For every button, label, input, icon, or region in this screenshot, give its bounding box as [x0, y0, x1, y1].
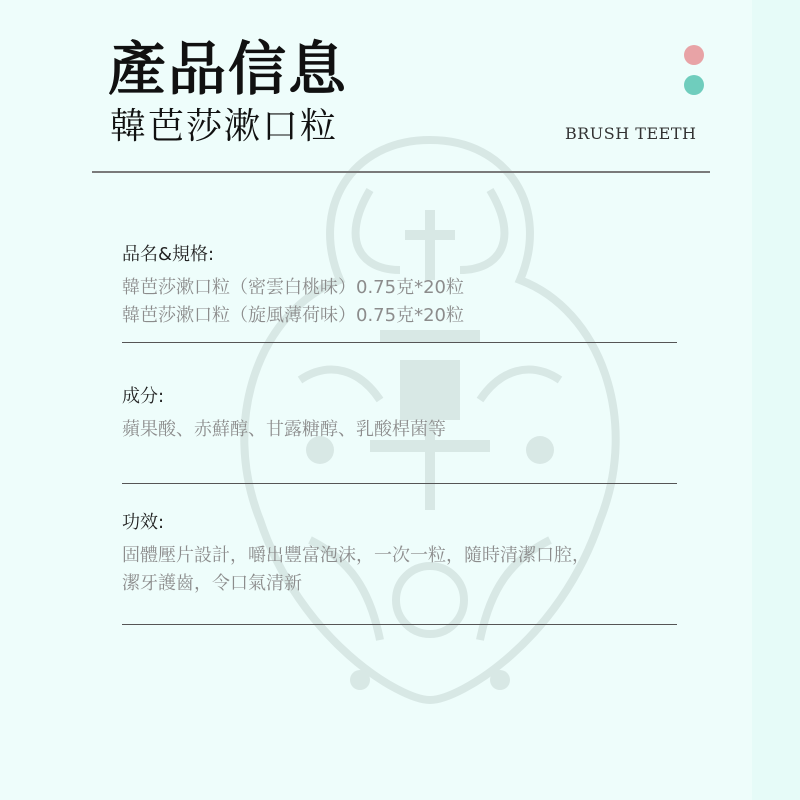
section-divider	[122, 342, 677, 343]
benefits-line-2: 潔牙護齒，令口氣清新	[122, 573, 302, 594]
spec-line-mint: 韓芭莎漱口粒（旋風薄荷味）0.75克*20粒	[122, 305, 464, 326]
benefits-section	[122, 510, 682, 598]
product-name-heading: 韓芭莎漱口粒	[110, 106, 339, 147]
pink-dot	[684, 45, 704, 65]
benefits-label: 功效:	[122, 512, 165, 533]
benefits-line-1: 固體壓片設計，嚼出豐富泡沫，一次一粒，隨時清潔口腔，	[122, 545, 590, 566]
ingredients-section	[122, 384, 682, 444]
teal-dot	[684, 75, 704, 95]
section-divider	[122, 483, 677, 484]
section-divider	[122, 624, 677, 625]
spec-section	[122, 242, 682, 330]
spec-label: 品名&規格:	[122, 244, 215, 265]
ingredients-label: 成分:	[122, 386, 165, 407]
brand-tagline: BRUSH TEETH	[565, 124, 697, 143]
spec-line-peach: 韓芭莎漱口粒（密雲白桃味）0.75克*20粒	[122, 277, 464, 298]
page-title: 產品信息	[108, 35, 349, 103]
header-divider	[92, 171, 710, 173]
ingredients-line: 蘋果酸、赤蘚醇、甘露糖醇、乳酸桿菌等	[122, 419, 446, 440]
